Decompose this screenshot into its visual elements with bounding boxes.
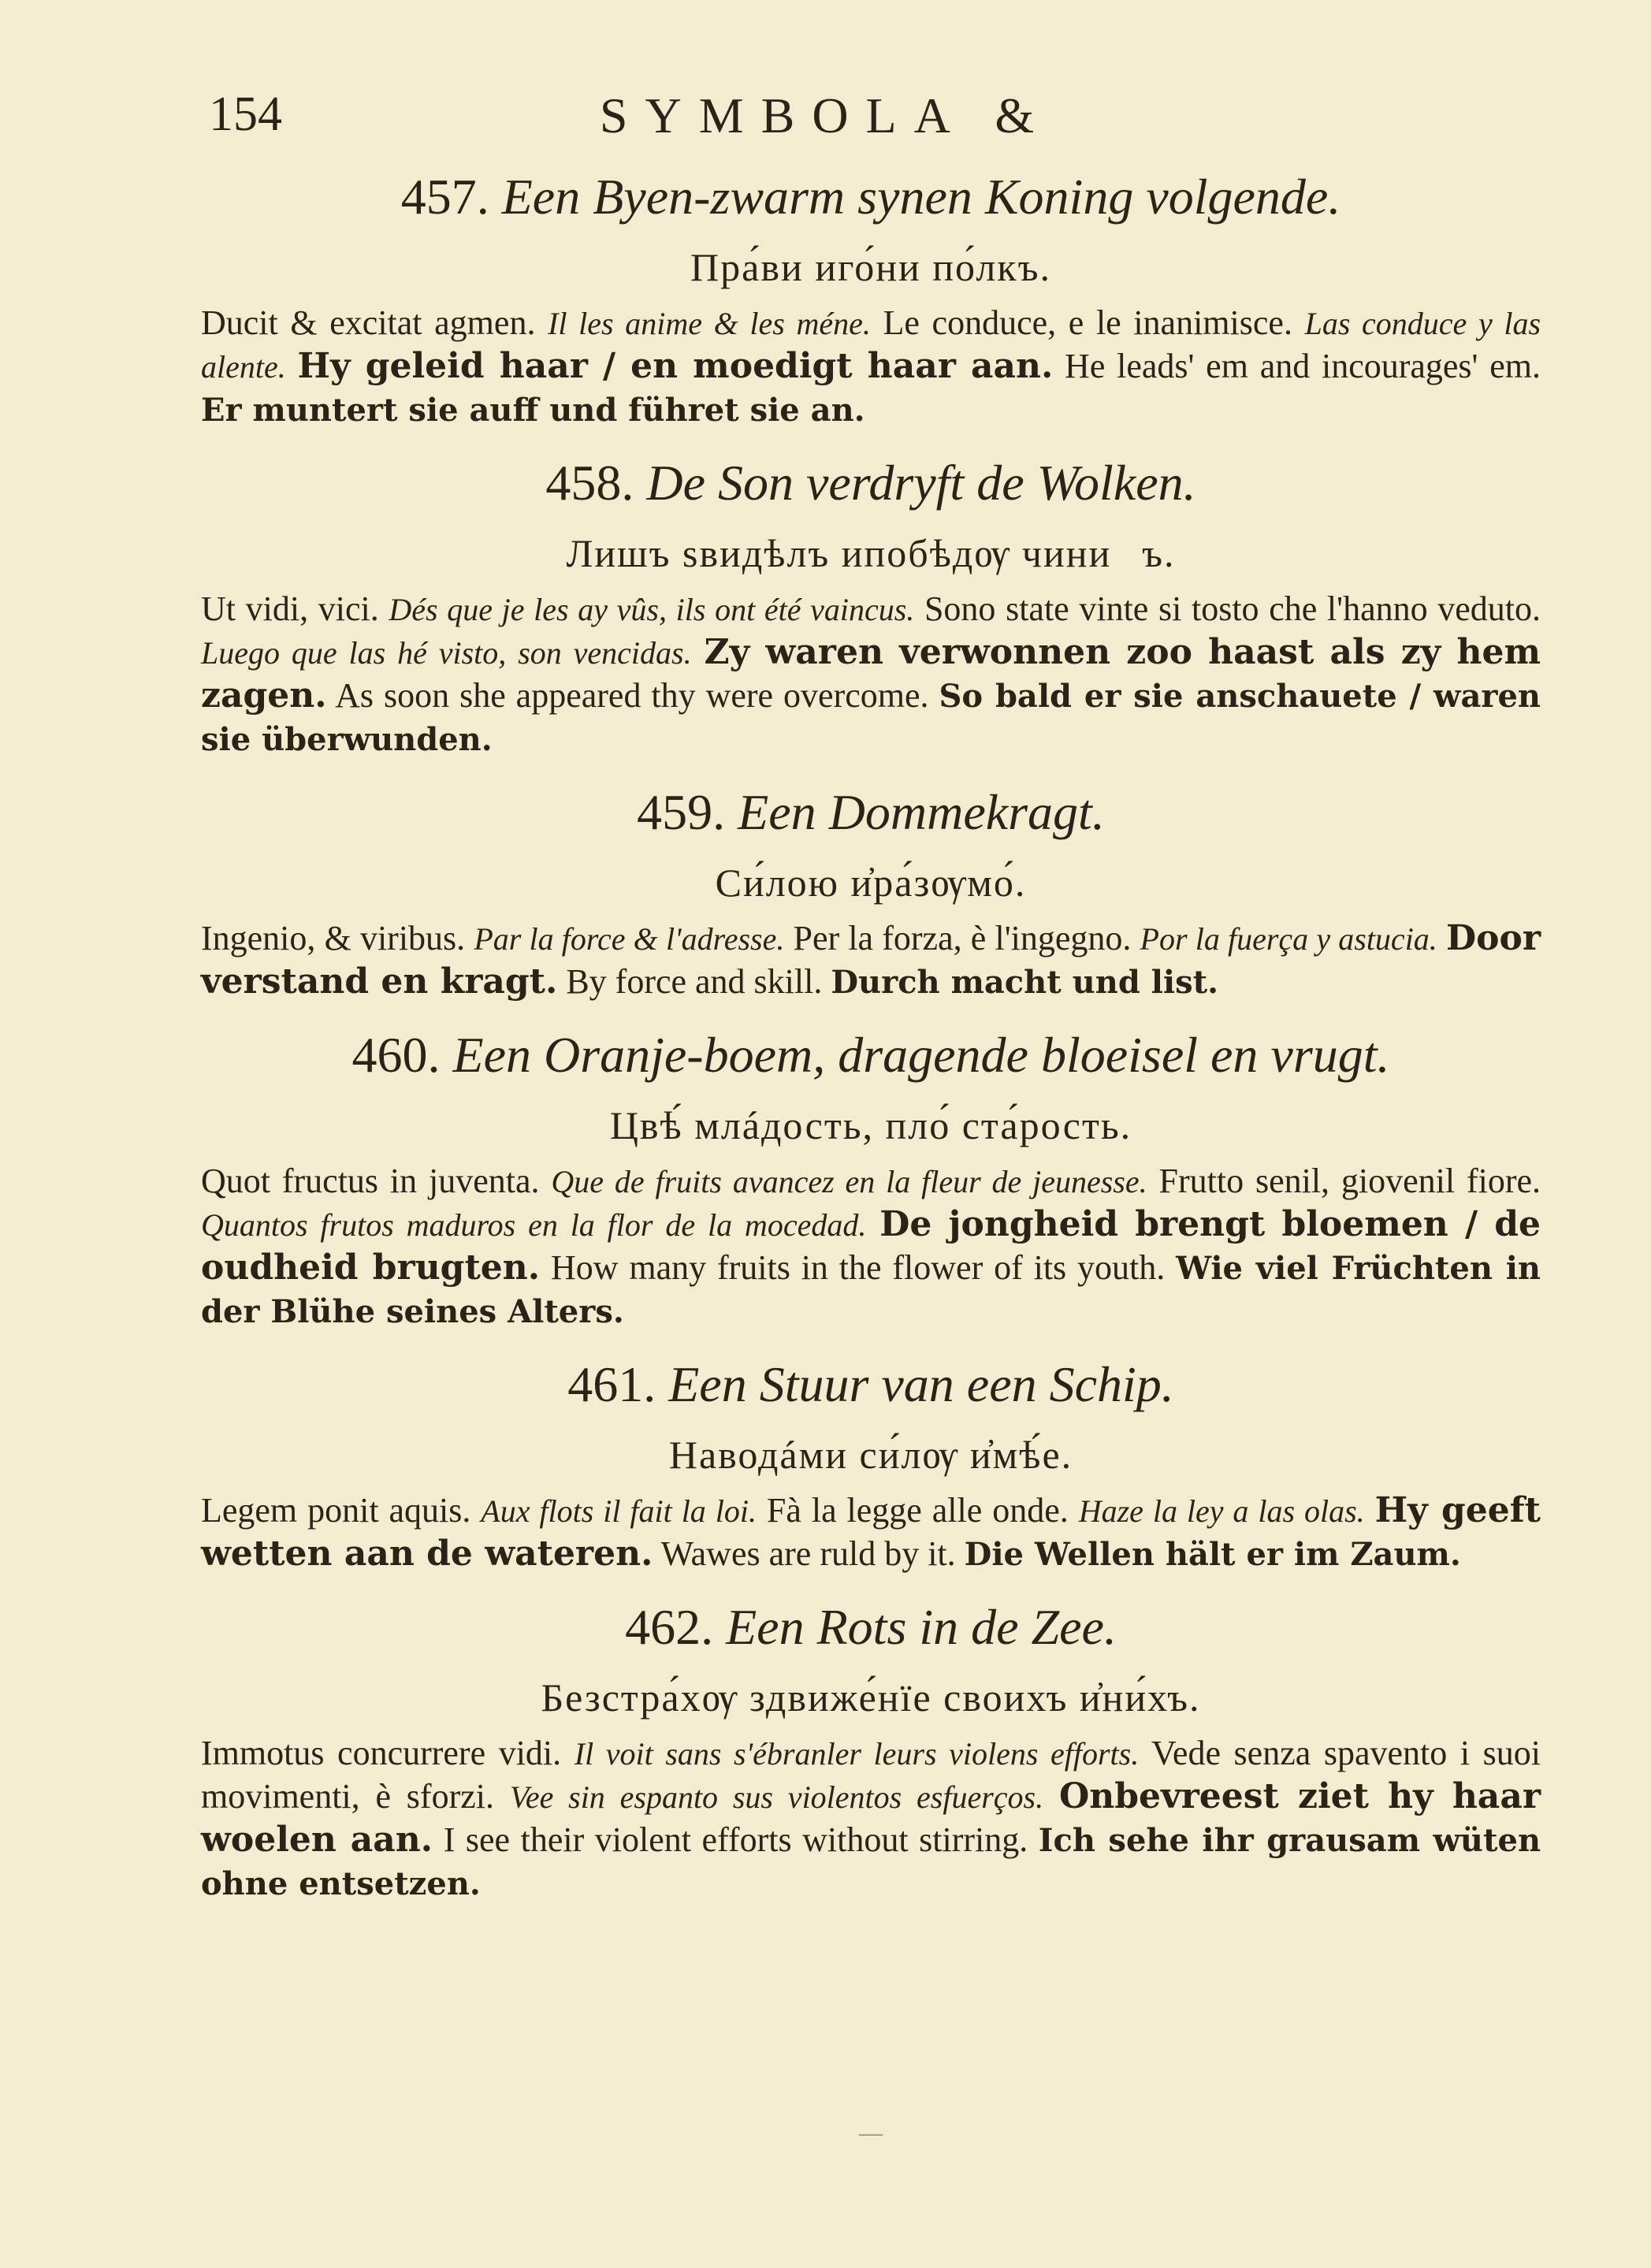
french-motto: Que de fruits avancez en la fleur de jeunesse.	[551, 1164, 1147, 1199]
latin-motto: Quot fructus in juventa.	[201, 1162, 540, 1200]
emblem-list	[201, 162, 1541, 1921]
latin-motto: Legem ponit aquis.	[201, 1491, 471, 1530]
emblem-title	[201, 162, 1541, 232]
french-motto: Il les anime & les méne.	[548, 306, 871, 341]
emblem-entry	[201, 448, 1541, 761]
english-motto: As soon she appeared thy were overcome.	[335, 676, 929, 715]
emblem-number: 462.	[625, 1599, 714, 1655]
italian-motto: Sono state vinte si tosto che l'hanno veduto.	[924, 589, 1541, 628]
emblem-title-text: Een Byen-zwarm synen Koning volgende.	[501, 169, 1341, 225]
emblem-number: 460.	[351, 1027, 441, 1083]
dutch-motto: De jongheid brengt bloemen / de oudheid brugten.	[201, 1204, 1541, 1288]
dutch-motto: Hy geeft wetten aan de wateren.	[201, 1490, 1541, 1574]
italian-motto: Per la forza, è l'ingegno.	[793, 919, 1132, 957]
italian-motto: Vede senza spavento i suoi movimenti, è sforzi.	[201, 1734, 1541, 1816]
emblem-number: 461.	[567, 1356, 656, 1412]
emblem-title	[201, 1349, 1541, 1420]
emblem-title	[201, 777, 1541, 848]
slavonic-motto: Си́лою и҆ра́зѹмо́.	[715, 861, 1027, 905]
latin-motto: Ut vidi, vici.	[201, 589, 379, 628]
dutch-motto: Hy geleid haar / en moedigt haar aan.	[297, 346, 1054, 386]
french-motto: Aux flots il fait la loi.	[481, 1493, 757, 1529]
emblem-entry	[201, 1592, 1541, 1905]
motto-translations	[201, 1732, 1541, 1905]
slavonic-motto: Цвѣ́ млáдость, пло́ ста́рость.	[609, 1103, 1132, 1147]
slavonic-motto: Пра́ви иго́ни по́лкъ.	[690, 245, 1051, 289]
emblem-number: 457.	[400, 169, 489, 225]
emblem-entry	[201, 1020, 1541, 1333]
german-motto: Ich sehe ihr grausam wüten ohne entsetzen.	[201, 1822, 1541, 1902]
italian-motto: Fà la legge alle onde.	[766, 1491, 1069, 1530]
motto-translations	[201, 1160, 1541, 1333]
spanish-motto: Haze la ley a las olas.	[1078, 1493, 1365, 1529]
english-motto: I see their violent efforts without stirring.	[443, 1820, 1028, 1859]
slavonic-motto: Наводáми си́лѹ и҆мѣ́е.	[668, 1433, 1073, 1477]
emblem-entry	[201, 162, 1541, 432]
motto-translations	[201, 588, 1541, 761]
german-motto: Wie viel Früchten in der Blühe seines Alters.	[201, 1250, 1541, 1330]
emblem-title	[201, 1020, 1541, 1091]
german-motto: Durch macht und list.	[831, 964, 1219, 1001]
page-header	[201, 87, 1450, 150]
dutch-motto: Onbevreest ziet hy haar woelen aan.	[201, 1776, 1541, 1860]
motto-translations	[201, 1489, 1541, 1576]
slavonic-motto: Лишъ ѕвидѣлъ ипобѣдѹ чиниⷧъ.	[566, 531, 1176, 575]
spanish-motto: Quantos frutos maduros en la flor de la mocedad.	[201, 1207, 867, 1243]
spanish-motto: Por la fuerça y astucia.	[1140, 921, 1437, 957]
running-title: SYMBOLA &	[599, 87, 1052, 143]
english-motto: How many fruits in the flower of its youth.	[550, 1248, 1166, 1287]
latin-motto: Ingenio, & viribus.	[201, 919, 466, 957]
dutch-motto: Door verstand en kragt.	[201, 918, 1541, 1002]
english-motto: Wawes are ruld by it.	[660, 1534, 956, 1573]
french-motto: Par la force & l'adresse.	[474, 921, 785, 957]
emblem-title-text: Een Oranje-boem, dragende bloeisel en vrugt.	[452, 1027, 1390, 1083]
emblem-entry	[201, 777, 1541, 1004]
page-number: 154	[209, 87, 282, 141]
emblem-title-text: Een Rots in de Zee.	[726, 1599, 1117, 1655]
french-motto: Il voit sans s'ébranler leurs violens efforts.	[574, 1736, 1140, 1772]
italian-motto: Le conduce, e le inanimisce.	[883, 303, 1292, 342]
spanish-motto: Vee sin espanto sus violentos esfuerços.	[509, 1779, 1044, 1815]
slavonic-motto: Безстра́хѹ здвиже́нїе своихъ и҆ни́хъ.	[541, 1675, 1201, 1720]
german-motto: So bald er sie anschauete / waren sie überwunden.	[201, 678, 1541, 758]
emblem-title	[201, 448, 1541, 519]
spanish-motto: Luego que las hé visto, son vencidas.	[201, 635, 692, 671]
german-motto: Er muntert sie auff und führet sie an.	[201, 392, 865, 429]
italian-motto: Frutto senil, giovenil fiore.	[1158, 1162, 1541, 1200]
emblem-title	[201, 1592, 1541, 1663]
french-motto: Dés que je les ay vûs, ils ont été vaincus.	[389, 592, 915, 627]
emblem-title-text: Een Dommekragt.	[738, 784, 1105, 840]
english-motto: By force and skill.	[566, 962, 823, 1001]
dutch-motto: Zy waren verwonnen zoo haast als zy hem zagen.	[201, 632, 1541, 716]
emblem-title-text: De Son verdryft de Wolken.	[646, 455, 1196, 511]
latin-motto: Ducit & excitat agmen.	[201, 303, 536, 342]
emblem-title-text: Een Stuur van een Schip.	[668, 1356, 1174, 1412]
emblem-entry	[201, 1349, 1541, 1576]
emblem-number: 459.	[637, 784, 726, 840]
german-motto: Die Wellen hält er im Zaum.	[964, 1536, 1461, 1573]
motto-translations	[201, 917, 1541, 1004]
spanish-motto: Las conduce y las alente.	[201, 306, 1541, 385]
motto-translations	[201, 302, 1541, 432]
english-motto: He leads' em and incourages' em.	[1065, 347, 1541, 385]
latin-motto: Immotus concurrere vidi.	[201, 1734, 562, 1772]
emblem-number: 458.	[545, 455, 634, 511]
footer-mark: —	[859, 2120, 883, 2146]
